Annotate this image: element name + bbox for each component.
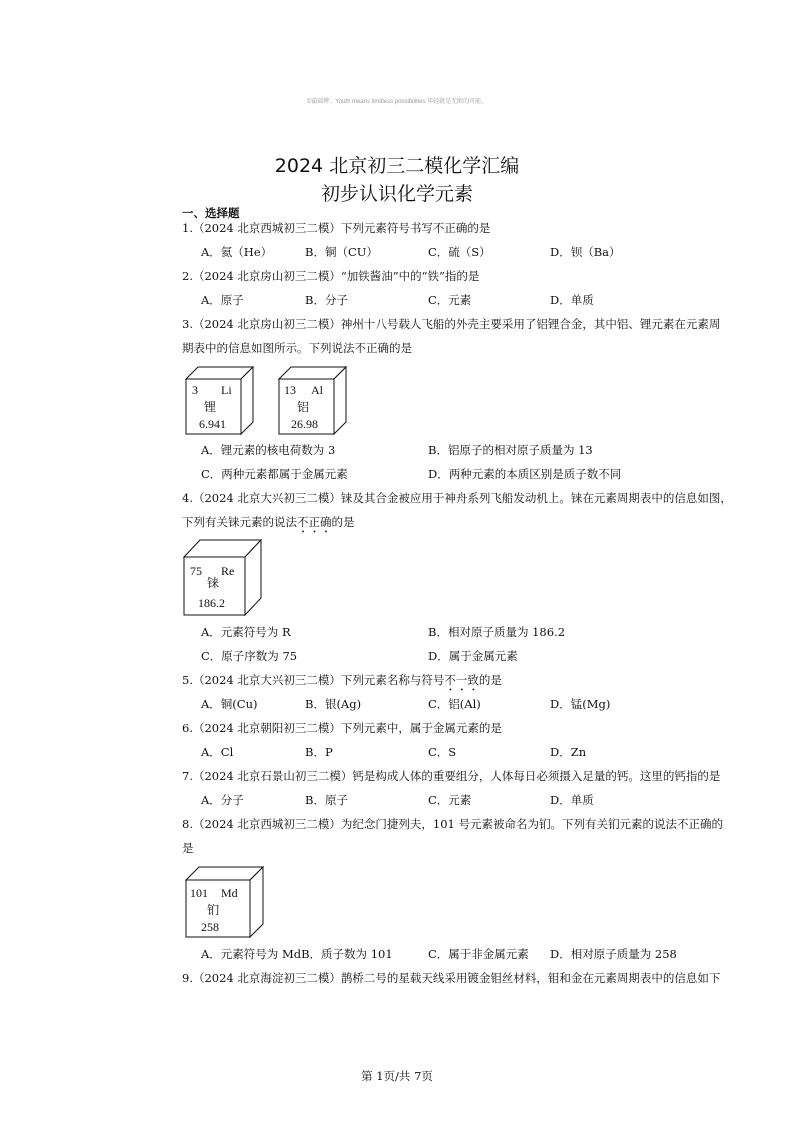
question-6-stem: 6.（2024 北京朝阳初三二模）下列元素中，属于金属元素的是 (182, 721, 502, 735)
question-2-option-b: B．分子 (305, 293, 348, 307)
question-1-option-a: A．氦（He） (201, 245, 273, 259)
atomic-mass: 186.2 (198, 596, 225, 610)
element-name: 锂 (204, 400, 217, 414)
question-7-option-a: A．分子 (201, 793, 244, 807)
question-6-option-c: C．S (428, 745, 457, 759)
page-title: 2024 北京初三二模化学汇编 (274, 155, 520, 177)
question-5-option-d: D．锰(Mg) (550, 697, 611, 711)
question-3-stem-line-2: 期表中的信息如图所示。下列说法不正确的是 (182, 341, 412, 355)
element-name: 钔 (207, 903, 220, 917)
question-7-stem: 7.（2024 北京石景山初三二模）钙是构成人体的重要组分，人体每日必须摄入足量的钙。这里的钙指的是 (182, 769, 721, 783)
question-6-option-b: B．P (305, 745, 333, 759)
element-cell-mendelevium (185, 866, 265, 938)
question-8-stem-line-1: 8.（2024 北京西城初三二模）为纪念门捷列夫，101 号元素被命名为钔。下列有关钔元素的说法不正确的 (182, 817, 723, 831)
question-6-option-a: A．Cl (201, 745, 234, 759)
question-3-stem-line-1: 3.（2024 北京房山初三二模）神州十八号载人飞船的外壳主要采用了铝锂合金，其中铝、锂元素在元素周 (182, 317, 721, 331)
question-2-stem: 2.（2024 北京房山初三二模）“加铁酱油”中的“铁”指的是 (182, 269, 480, 283)
question-5-option-a: A．铜(Cu) (201, 697, 258, 711)
element-symbol: Md (221, 886, 238, 900)
question-5-stem-pre: 5.（2024 北京大兴初三二模）下列元素名称与符号 (182, 673, 445, 687)
question-9-stem: 9.（2024 北京海淀初三二模）鹊桥二号的星载天线采用镀金钼丝材料，钼和金在元素周期表中的信息如下 (182, 971, 721, 985)
question-4-option-a: A．元素符号为 R (201, 625, 291, 639)
element-symbol: Li (221, 383, 232, 397)
question-4-stem-pre: 下列有关铼元素的说法 (182, 515, 297, 529)
question-3-option-b: B．铝原子的相对原子质量为 13 (428, 443, 593, 457)
element-symbol: Re (221, 564, 235, 578)
question-7-option-b: B．原子 (305, 793, 348, 807)
question-1-option-c: C．硫（S） (428, 245, 491, 259)
question-1-option-d: D．钡（Ba） (550, 245, 621, 259)
question-5-stem (182, 673, 502, 694)
question-8-option-c: C．属于非金属元素 (428, 947, 529, 961)
atomic-number: 3 (192, 383, 198, 397)
question-5-emphasis: 不一致 (444, 673, 479, 687)
question-2-option-a: A．原子 (201, 293, 244, 307)
atomic-mass: 26.98 (291, 417, 318, 431)
page-footer: 第 1页/共 7页 (361, 1069, 433, 1083)
question-4-option-b: B．相对原子质量为 186.2 (428, 625, 566, 639)
atomic-mass: 6.941 (199, 417, 226, 431)
question-4-emphasis: 不正确 (297, 515, 332, 529)
question-4-option-c: C．原子序数为 75 (201, 649, 298, 663)
atomic-number: 75 (190, 564, 202, 578)
question-8-stem-line-2: 是 (182, 841, 194, 855)
atomic-mass: 258 (201, 920, 219, 934)
question-2-option-d: D．单质 (550, 293, 594, 307)
question-1-option-b: B．铜（CU） (305, 245, 378, 259)
element-cell-rhenium (183, 539, 263, 616)
question-7-option-d: D．单质 (550, 793, 594, 807)
question-5-stem-post: 的是 (478, 673, 502, 687)
question-4-stem-line-2 (182, 515, 355, 536)
element-name: 铝 (297, 400, 310, 414)
question-3-option-c: C．两种元素都属于金属元素 (201, 467, 348, 481)
question-2-option-c: C．元素 (428, 293, 472, 307)
cube-outline (185, 866, 265, 938)
watermark: ©蒲圆辨：Youth means limitless possibilities 年轻就是无限的可能。 (306, 99, 488, 105)
page-subtitle: 初步认识化学元素 (320, 183, 473, 205)
question-4-stem-line-1: 4.（2024 北京大兴初三二模）铼及其合金被应用于神舟系列飞船发动机上。铼在元素周期表中的信息如图， (182, 491, 732, 505)
element-name: 铼 (207, 576, 220, 590)
question-8-option-d: D．相对原子质量为 258 (550, 947, 677, 961)
question-4-option-d: D．属于金属元素 (428, 649, 518, 663)
question-3-option-a: A．锂元素的核电荷数为 3 (201, 443, 336, 457)
element-cell-aluminum (278, 366, 348, 436)
question-5-option-c: C．铝(Al) (428, 697, 481, 711)
element-symbol: Al (311, 383, 323, 397)
atomic-number: 101 (190, 886, 208, 900)
element-cell-lithium (185, 366, 255, 436)
question-7-option-c: C．元素 (428, 793, 472, 807)
section-heading: 一、选择题 (182, 206, 240, 220)
question-3-option-d: D．两种元素的本质区别是质子数不同 (428, 467, 622, 481)
atomic-number: 13 (284, 383, 296, 397)
question-1-stem: 1.（2024 北京西城初三二模）下列元素符号书写不正确的是 (182, 221, 491, 235)
question-8-option-ab: A．元素符号为 MdB．质子数为 101 (201, 947, 393, 961)
question-6-option-d: D．Zn (550, 745, 587, 759)
question-5-option-b: B．银(Ag) (305, 697, 362, 711)
question-4-stem-post: 的是 (331, 515, 355, 529)
